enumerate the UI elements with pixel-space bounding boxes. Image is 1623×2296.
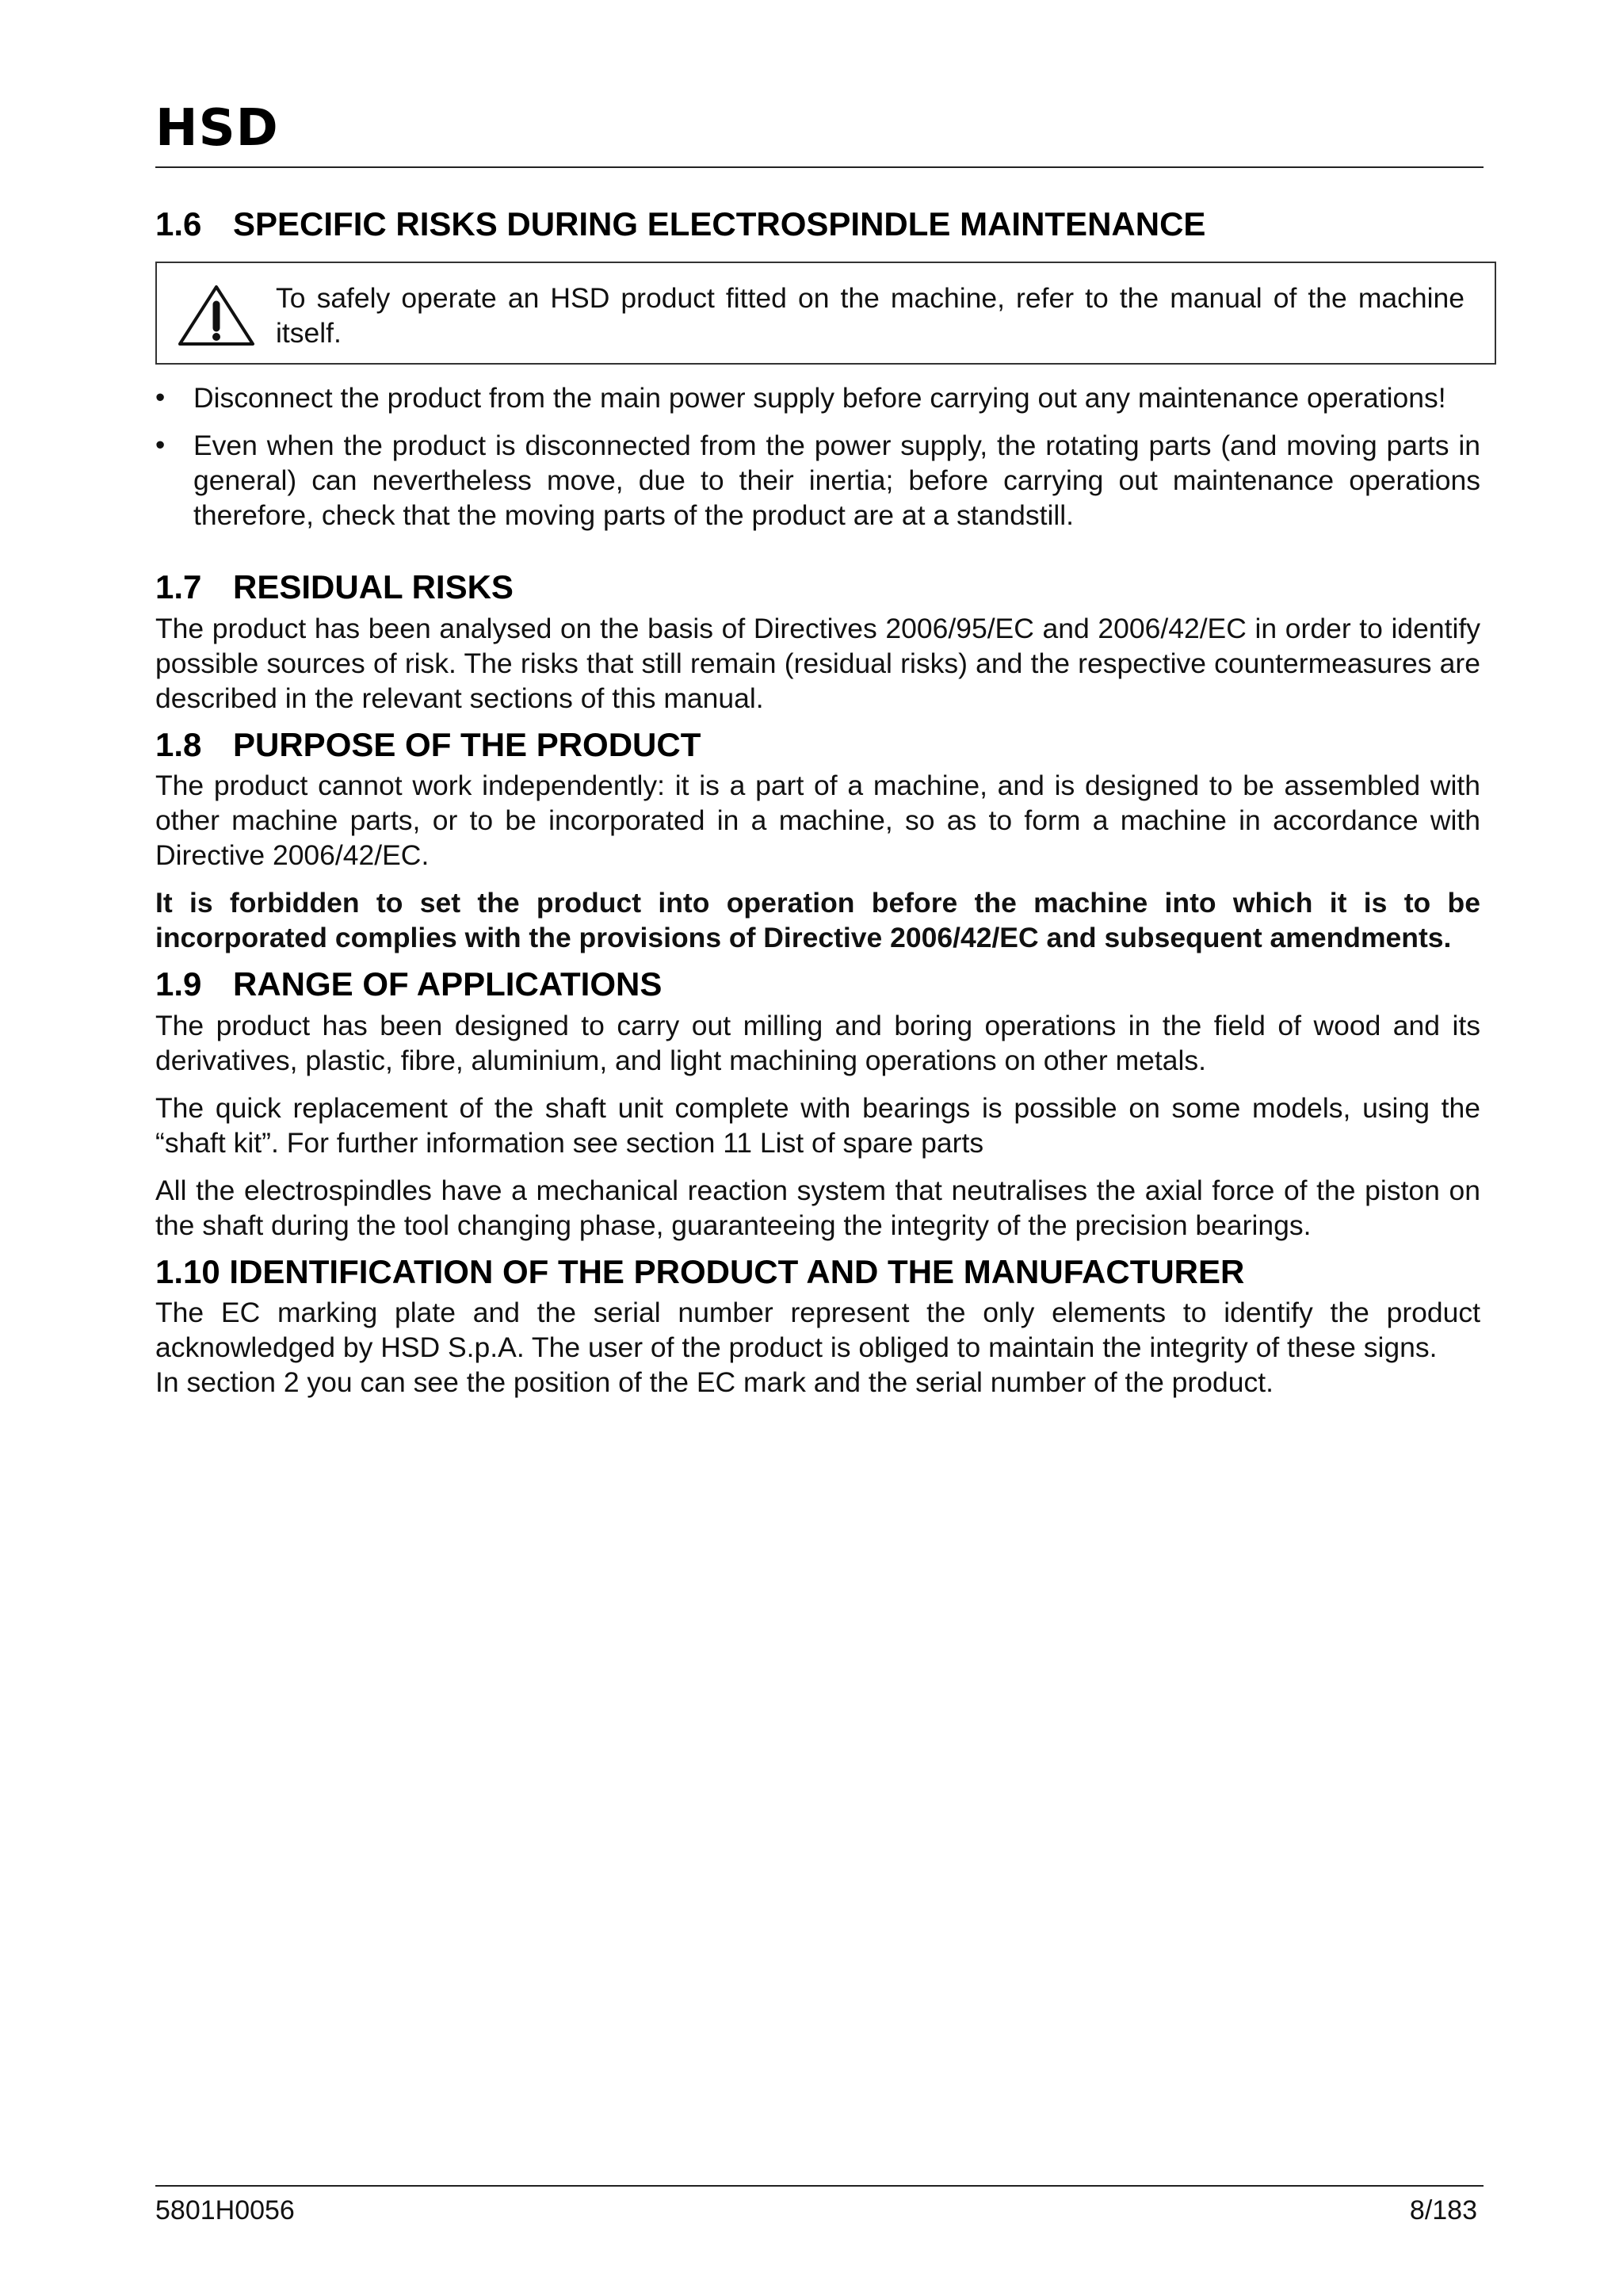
hsd-logo: HSD (155, 99, 279, 158)
warning-box (155, 262, 1496, 365)
section-title: IDENTIFICATION OF THE PRODUCT AND THE MANUFACTURER (229, 1252, 1245, 1290)
paragraph: In section 2 you can see the position of the EC mark and the serial number of the product. (155, 1366, 1274, 1398)
section-number: 1.10 (155, 1252, 220, 1290)
section-1-8-heading (155, 725, 1480, 765)
page-number: 8/183 (1409, 2195, 1477, 2225)
section-1-6-heading (155, 204, 1480, 244)
warning-text: To safely operate an HSD product fitted on the machine, refer to the manual of the machine itself. (276, 282, 1465, 350)
section-title: RANGE OF APPLICATIONS (233, 965, 663, 1003)
list-item: • Even when the product is disconnected from the power supply, the rotating parts (and moving parts in general) can nevertheless move, due to their inertia; before carrying out maintenance operations therefore, check that the moving parts of the product are at a standstill. (155, 428, 1480, 533)
section-1-7-heading (155, 567, 1480, 607)
section-number: 1.9 (155, 965, 202, 1003)
section-title: PURPOSE OF THE PRODUCT (233, 725, 701, 763)
warning-triangle-icon (157, 281, 276, 347)
section-title: SPECIFIC RISKS DURING ELECTROSPINDLE MAINTENANCE (233, 205, 1206, 243)
paragraph: The product cannot work independently: it is a part of a machine, and is designed to be assembled with other machine parts, or to be incorporated in a machine, so as to form a machine in accordance with Directive 2006/42/EC. (155, 770, 1480, 872)
footer-divider (155, 2185, 1484, 2187)
section-1-9-heading (155, 965, 1480, 1004)
list-item: • Disconnect the product from the main power supply before carrying out any maintenance operations! (155, 380, 1480, 415)
header-divider (155, 166, 1484, 168)
maintenance-bullet-list (155, 380, 1480, 533)
section-1-10-heading (155, 1252, 1480, 1292)
paragraph: All the electrospindles have a mechanical reaction system that neutralises the axial force of the piston on the shaft during the tool changing phase, guaranteeing the integrity of the precision bearings. (155, 1174, 1480, 1241)
section-number: 1.6 (155, 205, 202, 243)
section-number: 1.7 (155, 568, 202, 606)
section-title: RESIDUAL RISKS (233, 568, 514, 606)
document-code: 5801H0056 (155, 2195, 295, 2225)
paragraph: The product has been analysed on the basis of Directives 2006/95/EC and 2006/42/EC in order to identify possible sources of risk. The risks that still remain (residual risks) and the respective countermeasures are described in the relevant sections of this manual. (155, 612, 1480, 714)
bold-paragraph: It is forbidden to set the product into operation before the machine into which it is to be incorporated complies with the provisions of Directive 2006/42/EC and subsequent amendments. (155, 887, 1480, 954)
paragraph: The EC marking plate and the serial number represent the only elements to identify the product acknowledged by HSD S.p.A. The user of the product is obliged to maintain the integrity of these signs. (155, 1296, 1480, 1363)
section-number: 1.8 (155, 725, 202, 763)
page-content (155, 204, 1480, 1400)
paragraph: The product has been designed to carry out milling and boring operations in the field of wood and its derivatives, plastic, fibre, aluminium, and light machining operations on other metals. (155, 1009, 1480, 1076)
paragraph: The quick replacement of the shaft unit complete with bearings is possible on some models, using the “shaft kit”. For further information see section 11 List of spare parts (155, 1091, 1480, 1159)
